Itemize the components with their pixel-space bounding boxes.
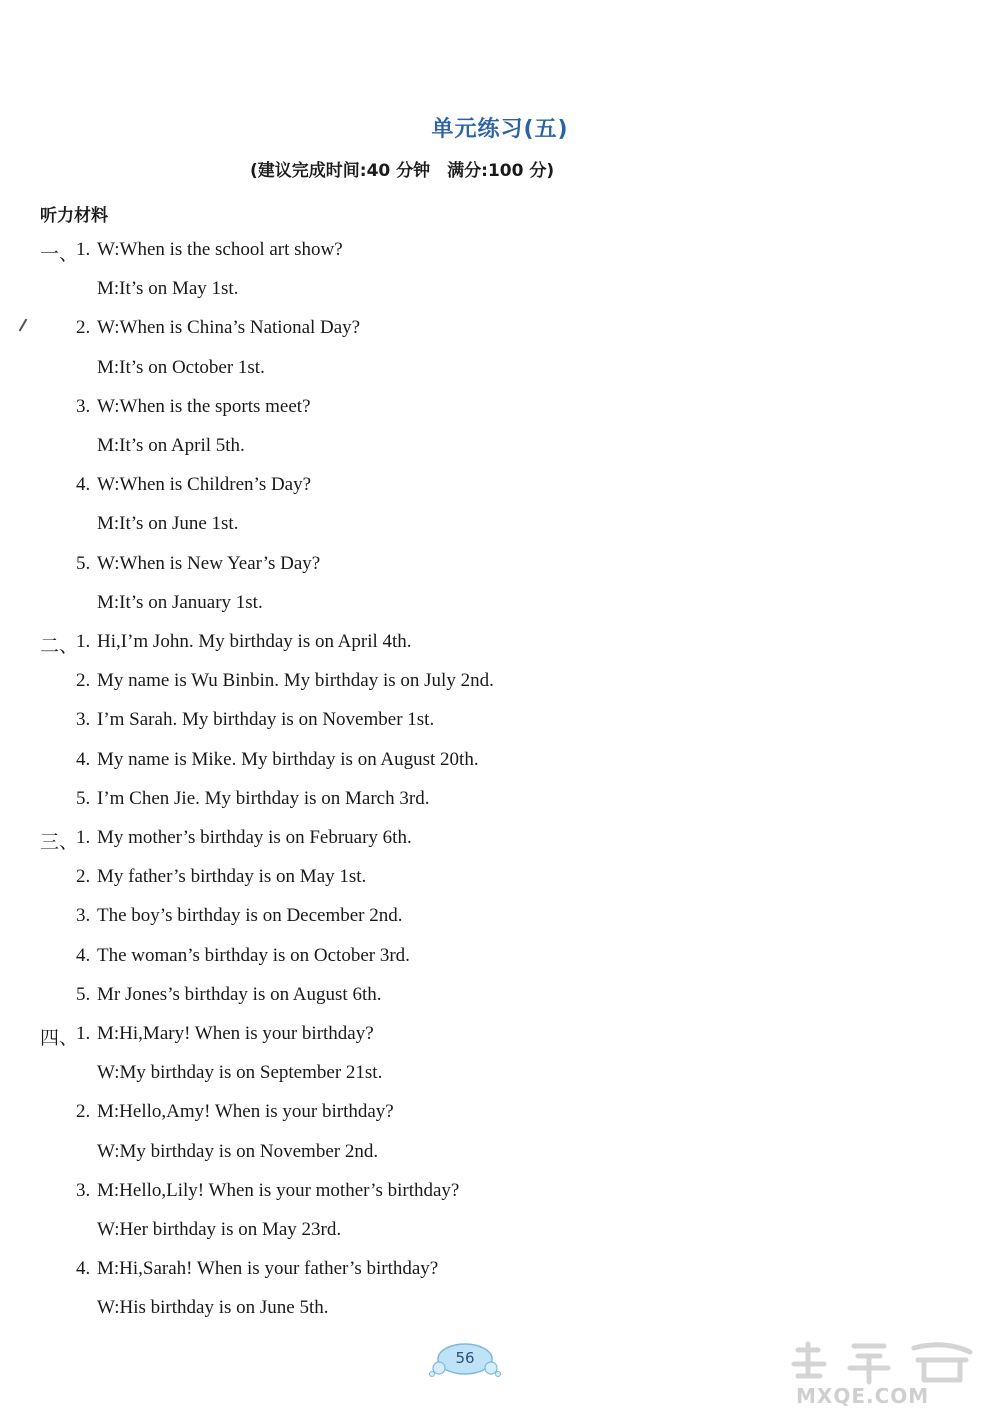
item-number: 4. (76, 944, 91, 966)
item-number: 4. (76, 748, 91, 770)
item-number: 4. (76, 1258, 91, 1280)
page-title: 单元练习(五) (431, 117, 569, 142)
dialogue-line: I’m Chen Jie. My birthday is on March 3rd. (97, 787, 430, 809)
dialogue-line: M:Hello,Lily! When is your mother’s birthday? (97, 1179, 460, 1201)
pen-mark (19, 318, 28, 331)
dialogue-line: W:When is the sports meet? (97, 395, 311, 417)
part-marker: 一、 (40, 244, 79, 265)
item-number: 2. (76, 1101, 91, 1123)
dialogue-line: Mr Jones’s birthday is on August 6th. (97, 983, 382, 1005)
dialogue-line: M:It’s on May 1st. (97, 278, 239, 300)
dialogue-line: W:Her birthday is on May 23rd. (97, 1219, 342, 1240)
watermark-url: MXQE.COM (796, 1384, 930, 1408)
page-subtitle: (建议完成时间:40 分钟 满分:100 分) (250, 161, 555, 181)
dialogue-line: My father’s birthday is on May 1st. (97, 866, 367, 888)
page-number-badge (428, 1341, 502, 1377)
item-number: 4. (76, 474, 91, 496)
item-number: 2. (76, 317, 91, 339)
dialogue-line: Hi,I’m John. My birthday is on April 4th. (97, 631, 412, 652)
item-number: 3. (76, 905, 91, 927)
part-marker: 三、 (40, 832, 79, 853)
dialogue-line: M:Hi,Mary! When is your birthday? (97, 1023, 374, 1044)
item-number: 1. (76, 239, 91, 260)
dialogue-line: My name is Wu Binbin. My birthday is on July 2nd. (97, 670, 494, 692)
dialogue-line: W:His birthday is on June 5th. (97, 1297, 329, 1319)
dialogue-line: The woman’s birthday is on October 3rd. (97, 944, 410, 966)
item-number: 3. (76, 1179, 91, 1201)
dialogue-line: I’m Sarah. My birthday is on November 1st. (97, 709, 435, 731)
item-number: 2. (76, 866, 91, 888)
item-number: 1. (76, 827, 91, 848)
dialogue-line: W:When is Children’s Day? (97, 474, 312, 496)
dialogue-line: W:When is the school art show? (97, 239, 343, 260)
dialogue-line: M:Hello,Amy! When is your birthday? (97, 1101, 394, 1123)
part-marker: 四、 (40, 1028, 79, 1049)
dialogue-line: W:My birthday is on September 21st. (97, 1062, 383, 1084)
dialogue-line: W:When is China’s National Day? (97, 317, 361, 339)
page-number: 56 (455, 1349, 475, 1367)
part-marker: 二、 (40, 636, 79, 657)
dialogue-line: The boy’s birthday is on December 2nd. (97, 905, 403, 927)
dialogue-line: M:It’s on June 1st. (97, 513, 239, 535)
dialogue-line: M:It’s on January 1st. (97, 591, 263, 613)
item-number: 5. (76, 552, 91, 574)
item-number: 2. (76, 670, 91, 692)
item-number: 3. (76, 395, 91, 417)
dialogue-line: My mother’s birthday is on February 6th. (97, 827, 412, 848)
section-heading: 听力材料 (40, 206, 108, 226)
item-number: 1. (76, 631, 91, 652)
dialogue-line: M:It’s on April 5th. (97, 435, 245, 456)
dialogue-line: M:It’s on October 1st. (97, 356, 265, 378)
item-number: 5. (76, 983, 91, 1005)
item-number: 3. (76, 709, 91, 731)
item-number: 5. (76, 787, 91, 809)
dialogue-line: M:Hi,Sarah! When is your father’s birthday? (97, 1258, 439, 1280)
dialogue-line: W:When is New Year’s Day? (97, 552, 321, 574)
item-number: 1. (76, 1023, 91, 1044)
dialogue-line: My name is Mike. My birthday is on August 20th. (97, 748, 479, 770)
dialogue-line: W:My birthday is on November 2nd. (97, 1140, 379, 1162)
